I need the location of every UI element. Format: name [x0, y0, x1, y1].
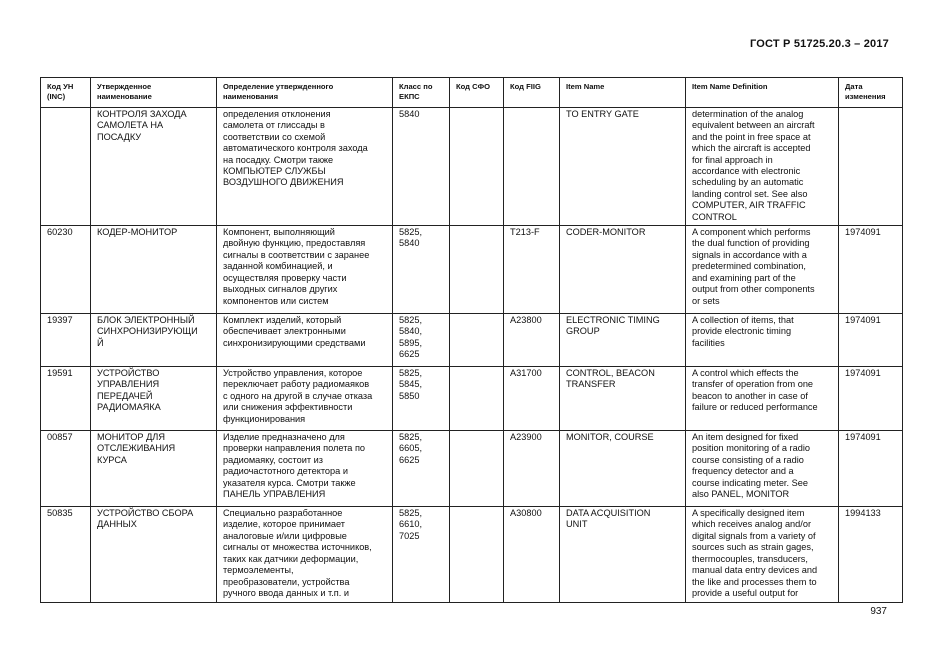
cell-sfo	[450, 226, 504, 314]
column-header-class: Класс по ЕКПС	[393, 78, 450, 108]
table-row	[41, 431, 903, 507]
table-row	[41, 367, 903, 431]
cell-definition-ru: Устройство управления, которое переключает работу радиомаяков с одного на другой в случае отказа или снижения эффективности функционирования	[217, 367, 393, 431]
column-header-fiig: Код FIIG	[504, 78, 560, 108]
cell-fiig: T213-F	[504, 226, 560, 314]
column-header-name-ru: Утвержденное наименование	[91, 78, 217, 108]
cell-name-ru: БЛОК ЭЛЕКТРОННЫЙ СИНХРОНИЗИРУЮЩИ Й	[91, 314, 217, 367]
cell-date: 1994133	[839, 507, 903, 603]
cell-item-definition: A specifically designed item which receives analog and/or digital signals from a variety of sources such as strain gages, thermocouples, transducers, manual data entry devices and the like and processes them to provide a useful output for	[686, 507, 839, 603]
cell-class: 5825, 6605, 6625	[393, 431, 450, 507]
table-row	[41, 314, 903, 367]
cell-class: 5825, 5840	[393, 226, 450, 314]
cell-fiig: A31700	[504, 367, 560, 431]
cell-fiig: A23900	[504, 431, 560, 507]
cell-sfo	[450, 431, 504, 507]
cell-item-definition: A component which performs the dual function of providing signals in accordance with a predetermined combination, and examining part of the output from other components or sets	[686, 226, 839, 314]
cell-inc: 19591	[41, 367, 91, 431]
document-header: ГОСТ Р 51725.20.3 – 2017	[749, 38, 889, 50]
cell-name-ru: УСТРОЙСТВО УПРАВЛЕНИЯ ПЕРЕДАЧЕЙ РАДИОМАЯКА	[91, 367, 217, 431]
cell-item-definition: An item designed for fixed position monitoring of a radio course consisting of a radio frequency detector and a course indicating meter. See also PANEL, MONITOR	[686, 431, 839, 507]
cell-name-ru: КОДЕР-МОНИТОР	[91, 226, 217, 314]
cell-item-name: MONITOR, COURSE	[560, 431, 686, 507]
cell-item-definition: determination of the analog equivalent between an aircraft and the point in free space at which the aircraft is accepted for final approach in accordance with electronic scheduling by an automatic landing control set. See also COMPUTER, AIR TRAFFIC CONTROL	[686, 108, 839, 226]
cell-date	[839, 108, 903, 226]
cell-item-name: CONTROL, BEACON TRANSFER	[560, 367, 686, 431]
cell-item-definition: A control which effects the transfer of operation from one beacon to another in case of failure or reduced performance	[686, 367, 839, 431]
cell-fiig: A23800	[504, 314, 560, 367]
table-row	[41, 226, 903, 314]
cell-name-ru: МОНИТОР ДЛЯ ОТСЛЕЖИВАНИЯ КУРСА	[91, 431, 217, 507]
table-row	[41, 507, 903, 603]
cell-definition-ru: Комплект изделий, который обеспечивает электронными синхронизирующими средствами	[217, 314, 393, 367]
cell-class: 5840	[393, 108, 450, 226]
cell-date: 1974091	[839, 367, 903, 431]
cell-fiig	[504, 108, 560, 226]
column-header-sfo: Код СФО	[450, 78, 504, 108]
cell-definition-ru: определения отклонения самолета от глиссады в соответствии со схемой автоматического контроля захода на посадку. Смотри также КОМПЬЮТЕР СЛУЖБЫ ВОЗДУШНОГО ДВИЖЕНИЯ	[217, 108, 393, 226]
cell-sfo	[450, 108, 504, 226]
cell-item-name: CODER-MONITOR	[560, 226, 686, 314]
cell-item-name: ELECTRONIC TIMING GROUP	[560, 314, 686, 367]
cell-sfo	[450, 314, 504, 367]
table-row	[41, 108, 903, 226]
nomenclature-table	[40, 77, 903, 603]
cell-date: 1974091	[839, 314, 903, 367]
page-number: 937	[870, 606, 887, 617]
cell-class: 5825, 5845, 5850	[393, 367, 450, 431]
cell-definition-ru: Изделие предназначено для проверки направления полета по радиомаяку, состоит из радиочастотного детектора и указателя курса. Смотри также ПАНЕЛЬ УПРАВЛЕНИЯ	[217, 431, 393, 507]
cell-sfo	[450, 367, 504, 431]
cell-date: 1974091	[839, 226, 903, 314]
cell-item-name: DATA ACQUISITION UNIT	[560, 507, 686, 603]
cell-inc: 60230	[41, 226, 91, 314]
cell-item-name: TO ENTRY GATE	[560, 108, 686, 226]
column-header-item-name: Item Name	[560, 78, 686, 108]
cell-class: 5825, 5840, 5895, 6625	[393, 314, 450, 367]
cell-date: 1974091	[839, 431, 903, 507]
cell-name-ru: КОНТРОЛЯ ЗАХОДА САМОЛЕТА НА ПОСАДКУ	[91, 108, 217, 226]
cell-name-ru: УСТРОЙСТВО СБОРА ДАННЫХ	[91, 507, 217, 603]
cell-definition-ru: Специально разработанное изделие, которое принимает аналоговые и/или цифровые сигналы от множества источников, таких как датчики деформации, термоэлементы, преобразователи, устройства ручного ввода данных и т.п. и	[217, 507, 393, 603]
column-header-date: Дата изменения	[839, 78, 903, 108]
column-header-inc: Код УН (INC)	[41, 78, 91, 108]
cell-sfo	[450, 507, 504, 603]
cell-class: 5825, 6610, 7025	[393, 507, 450, 603]
cell-inc	[41, 108, 91, 226]
column-header-item-definition: Item Name Definition	[686, 78, 839, 108]
cell-inc: 50835	[41, 507, 91, 603]
cell-fiig: A30800	[504, 507, 560, 603]
cell-definition-ru: Компонент, выполняющий двойную функцию, предоставляя сигналы в соответствии с заранее заданной комбинацией, и осуществляя проверку части выходных сигналов других компонентов или систем	[217, 226, 393, 314]
cell-item-definition: A collection of items, that provide electronic timing facilities	[686, 314, 839, 367]
table-header-row	[41, 78, 903, 108]
column-header-definition-ru: Определение утвержденного наименования	[217, 78, 393, 108]
cell-inc: 19397	[41, 314, 91, 367]
cell-inc: 00857	[41, 431, 91, 507]
